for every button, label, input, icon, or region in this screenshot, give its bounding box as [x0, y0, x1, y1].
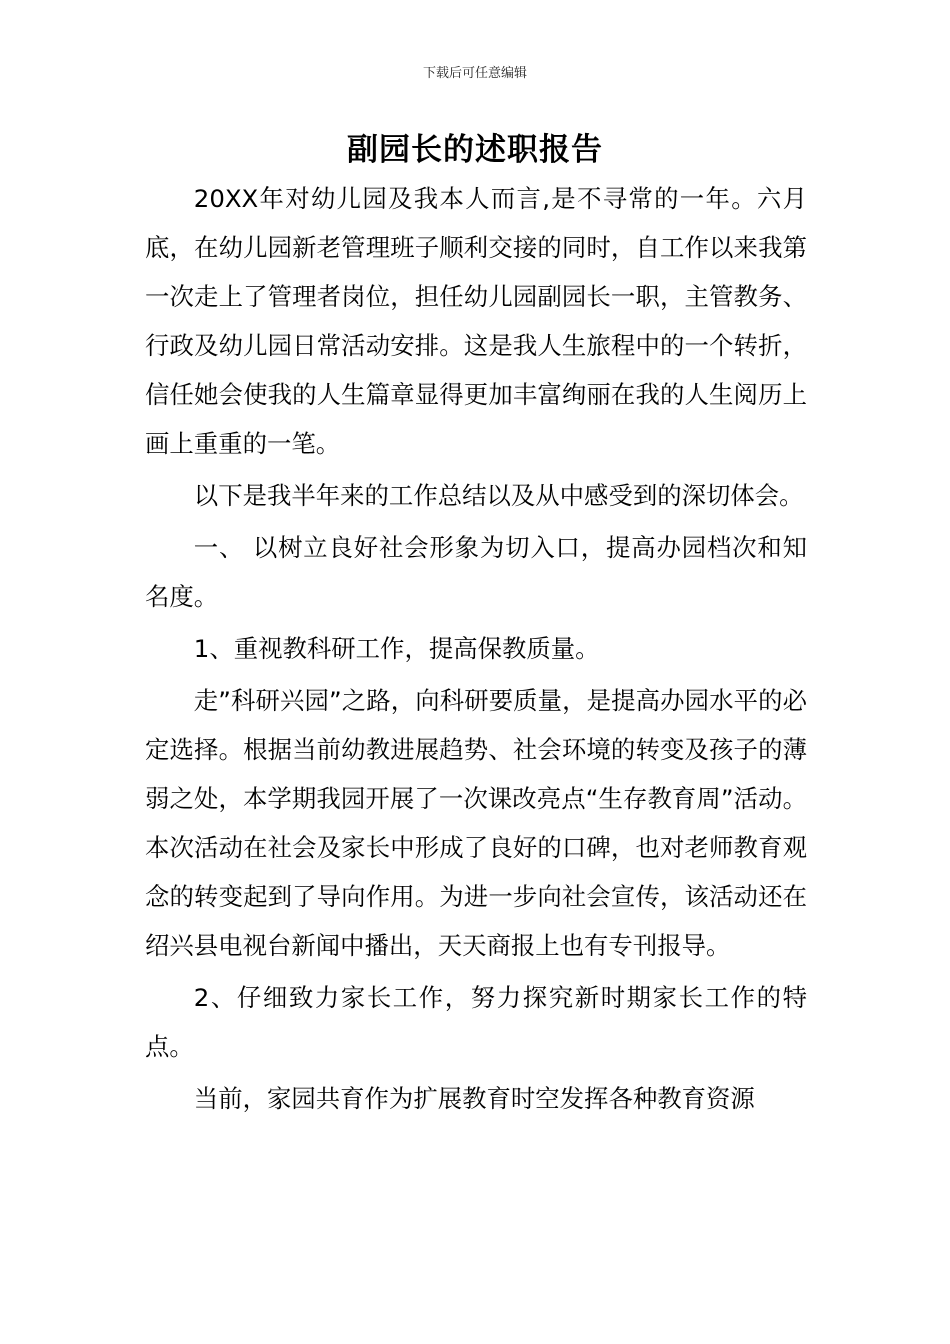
paragraph-intro: 20XX年对幼儿园及我本人而言,是不寻常的一年。六月底，在幼儿园新老管理班子顺利交接的同时，自工作以来我第一次走上了管理者岗位，担任幼儿园副园长一职，主管教务、行政及幼儿园日常活动安排。这是我人生旅程中的一个转折，信任她会使我的人生篇章显得更加丰富绚丽在我的人生阅历上画上重重的一笔。: [145, 184, 807, 458]
document-title: 副园长的述职报告: [347, 132, 603, 168]
section-heading-1: 一、 以树立良好社会形象为切入口，提高办园档次和知名度。: [145, 533, 807, 611]
subsection-heading-1: 1、重视教科研工作，提高保教质量。: [193, 634, 600, 663]
paragraph-research: 走”科研兴园”之路，向科研要质量，是提高办园水平的必定选择。根据当前幼教进展趋势、社会环境的转变及孩子的薄弱之处，本学期我园开展了一次课改亮点“生存教育周”活动。本次活动在社会及家长中形成了良好的口碑，也对老师教育观念的转变起到了导向作用。为进一步向社会宣传，该活动还在绍兴县电视台新闻中播出，天天商报上也有专刊报导。: [145, 686, 807, 960]
paragraph-home-school: 当前，家园共育作为扩展教育时空发挥各种教育资源: [193, 1084, 755, 1113]
header-note: 下载后可任意编辑: [422, 66, 527, 81]
document-body: [145, 174, 807, 1123]
paragraph-summary: 以下是我半年来的工作总结以及从中感受到的深切体会。: [193, 481, 804, 510]
subsection-heading-2: 2、仔细致力家长工作，努力探究新时期家长工作的特点。: [145, 983, 807, 1061]
